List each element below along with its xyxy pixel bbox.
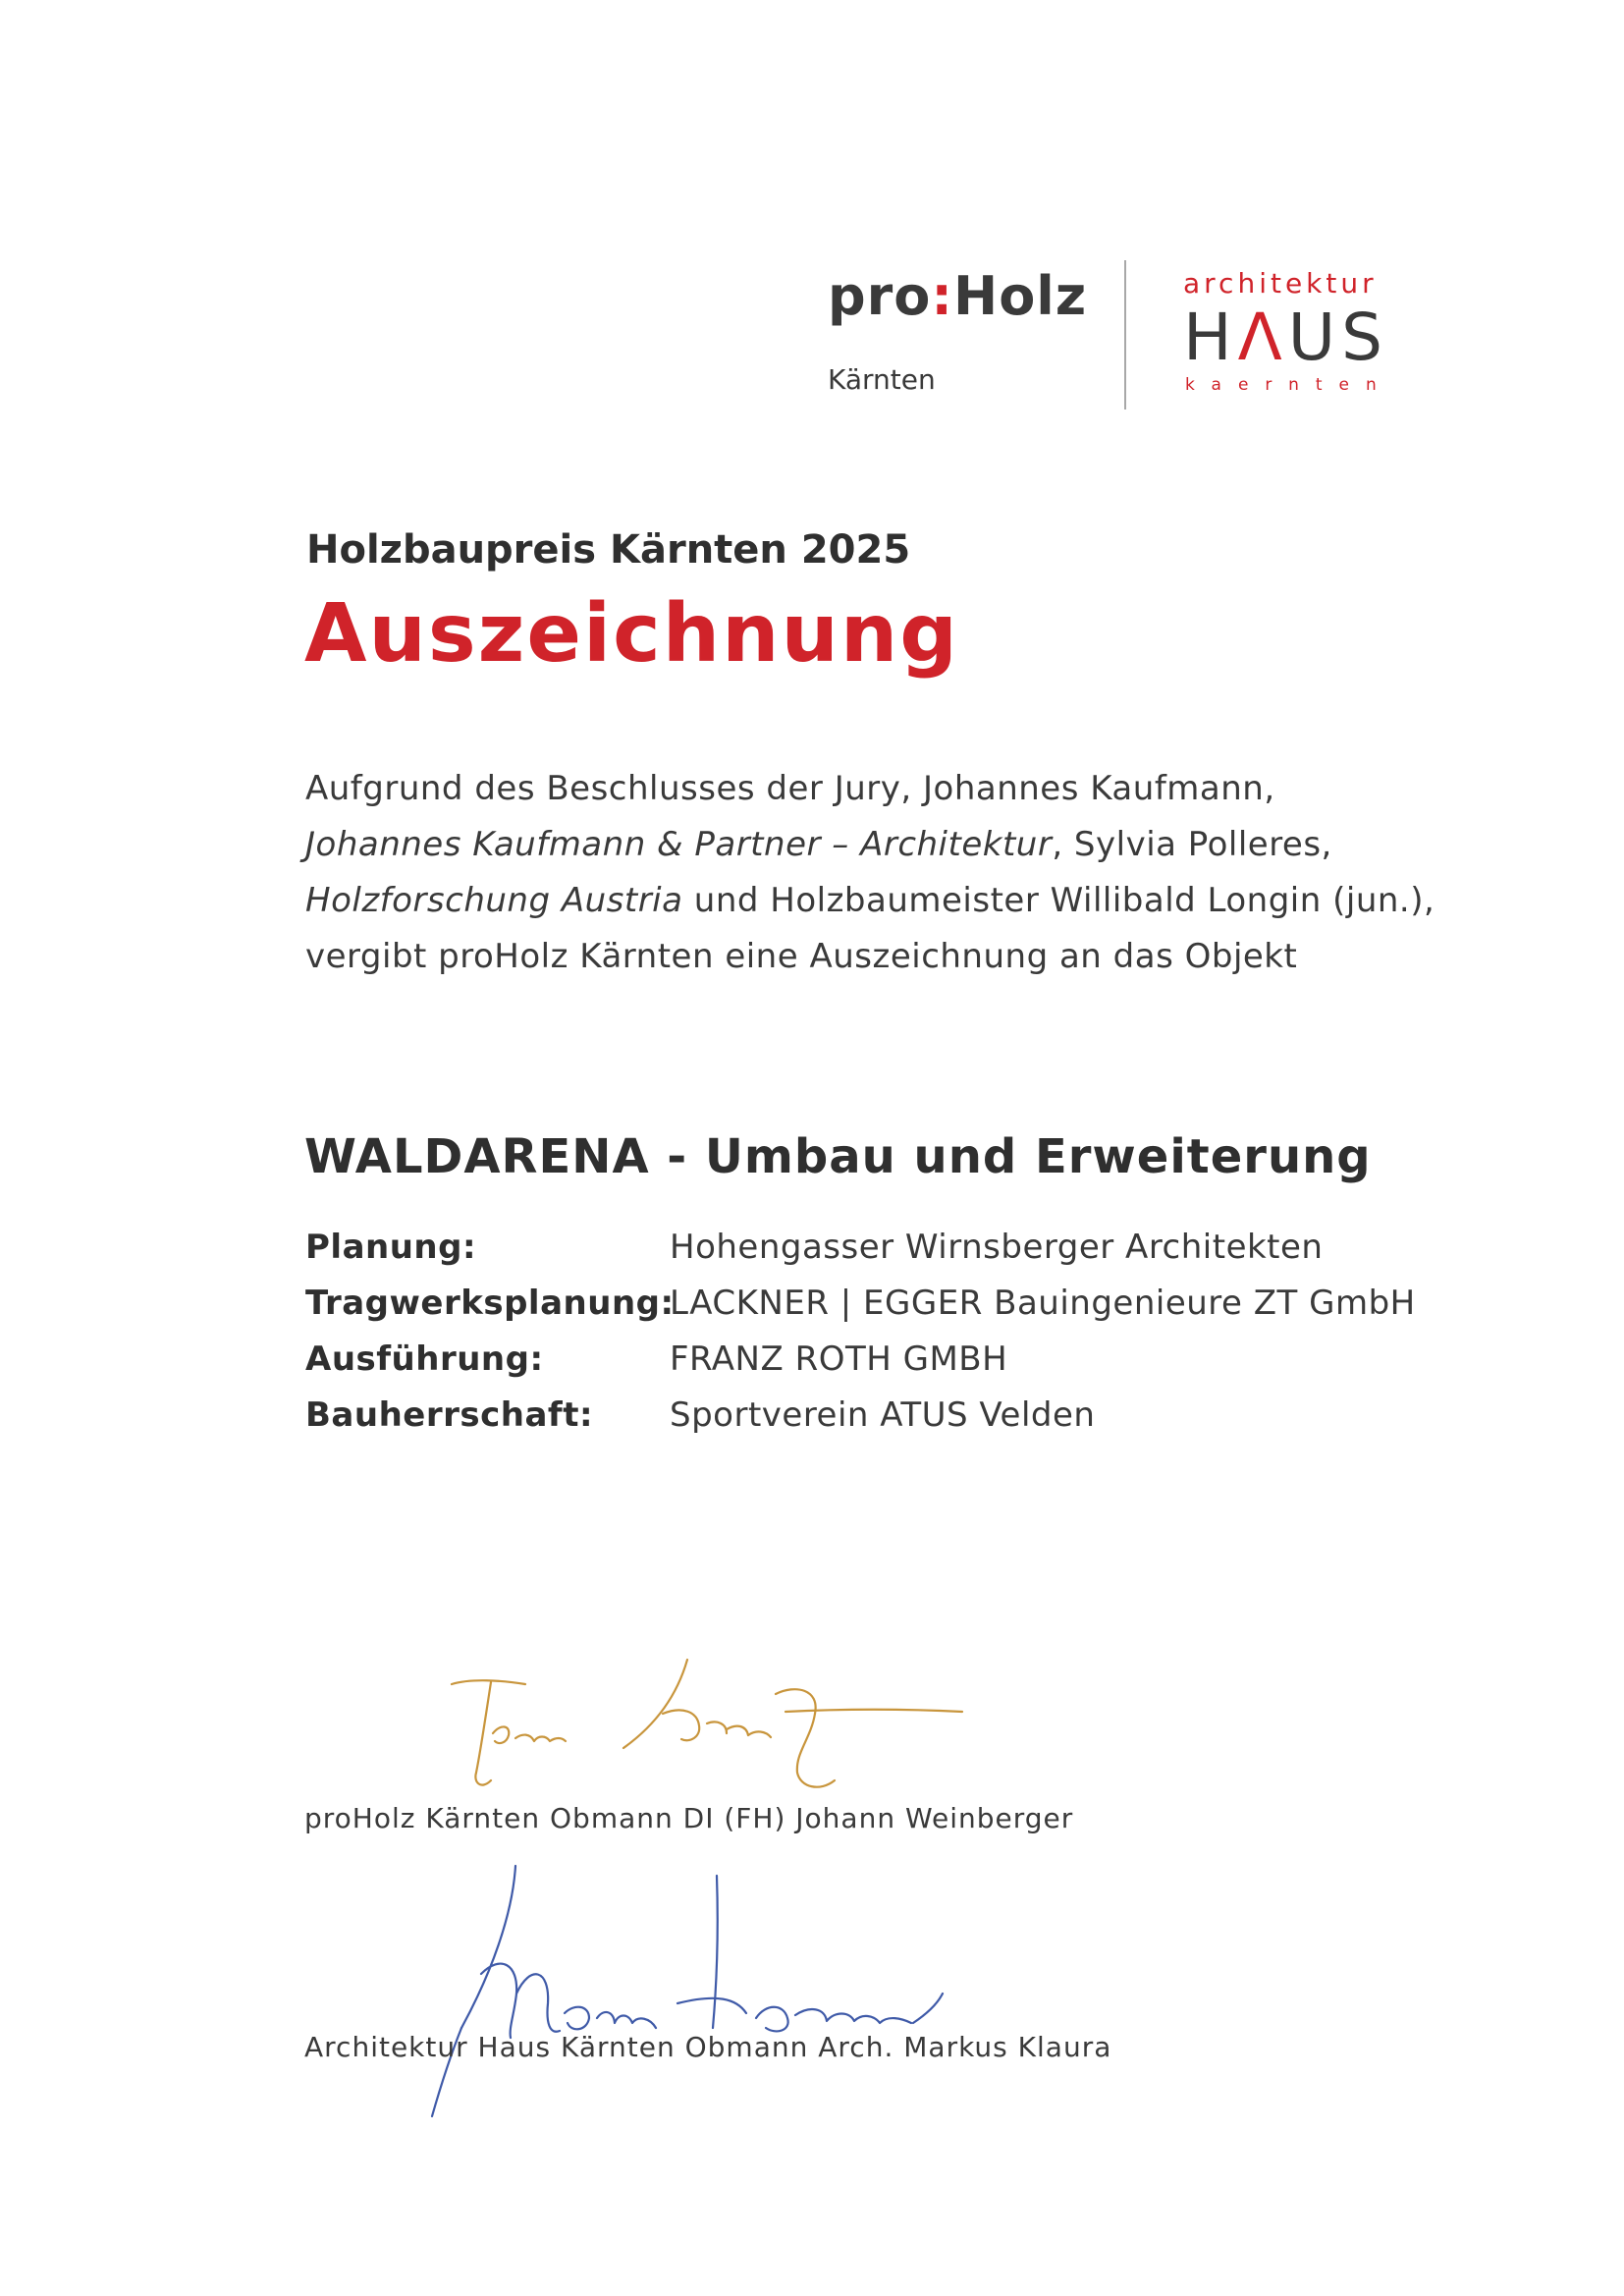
signature-weinberger <box>432 1655 982 1802</box>
credit-value: Hohengasser Wirnsberger Architekten <box>670 1228 1324 1267</box>
project-title: WALDARENA - Umbau und Erweiterung <box>304 1129 1372 1184</box>
credit-label: Ausführung: <box>305 1339 544 1379</box>
signature-caption-klaura: Architektur Haus Kärnten Obmann Arch. Markus Klaura <box>304 2031 1112 2063</box>
paragraph-line-3-italic: Holzforschung Austria <box>305 881 683 920</box>
signature-caption-weinberger: proHolz Kärnten Obmann DI (FH) Johann Weinberger <box>304 1802 1074 1834</box>
architekturhaus-logo-top: architektur <box>1183 267 1378 300</box>
credit-label: Planung: <box>305 1228 477 1267</box>
credit-value: FRANZ ROTH GMBH <box>670 1339 1008 1379</box>
proholz-logo <box>828 265 1087 327</box>
paragraph-line-2-rest: , Sylvia Polleres, <box>1052 825 1332 864</box>
paragraph-line-2-italic: Johannes Kaufmann & Partner – Architektur <box>305 825 1053 864</box>
architekturhaus-logo-h: H <box>1183 300 1238 375</box>
award-title: Auszeichnung <box>304 587 959 681</box>
jury-paragraph <box>305 761 1484 985</box>
credit-value: Sportverein ATUS Velden <box>670 1395 1096 1435</box>
paragraph-line-3 <box>305 873 1484 929</box>
logo-divider <box>1124 260 1126 410</box>
architekturhaus-logo-bottom: kaernten <box>1185 375 1393 395</box>
proholz-logo-subtitle: Kärnten <box>828 363 936 396</box>
proholz-logo-pro: pro <box>828 265 932 327</box>
architekturhaus-logo-haus <box>1183 300 1388 375</box>
paragraph-line-1: Aufgrund des Beschlusses der Jury, Johannes Kaufmann, <box>305 769 1275 808</box>
proholz-logo-colon: : <box>931 265 953 327</box>
signature-klaura <box>422 1856 1129 2141</box>
architekturhaus-logo-a: Λ <box>1237 300 1288 375</box>
paragraph-line-2 <box>305 817 1484 873</box>
credit-label: Tragwerksplanung: <box>305 1284 675 1323</box>
architekturhaus-logo-us: US <box>1287 300 1388 375</box>
paragraph-line-4: vergibt proHolz Kärnten eine Auszeichnung an das Objekt <box>305 937 1298 976</box>
credit-label: Bauherrschaft: <box>305 1395 594 1435</box>
prize-title: Holzbaupreis Kärnten 2025 <box>306 527 911 573</box>
paragraph-line-3-rest: und Holzbaumeister Willibald Longin (jun.), <box>682 881 1435 920</box>
proholz-logo-holz: Holz <box>953 265 1088 327</box>
credit-value: LACKNER | EGGER Bauingenieure ZT GmbH <box>670 1284 1416 1323</box>
